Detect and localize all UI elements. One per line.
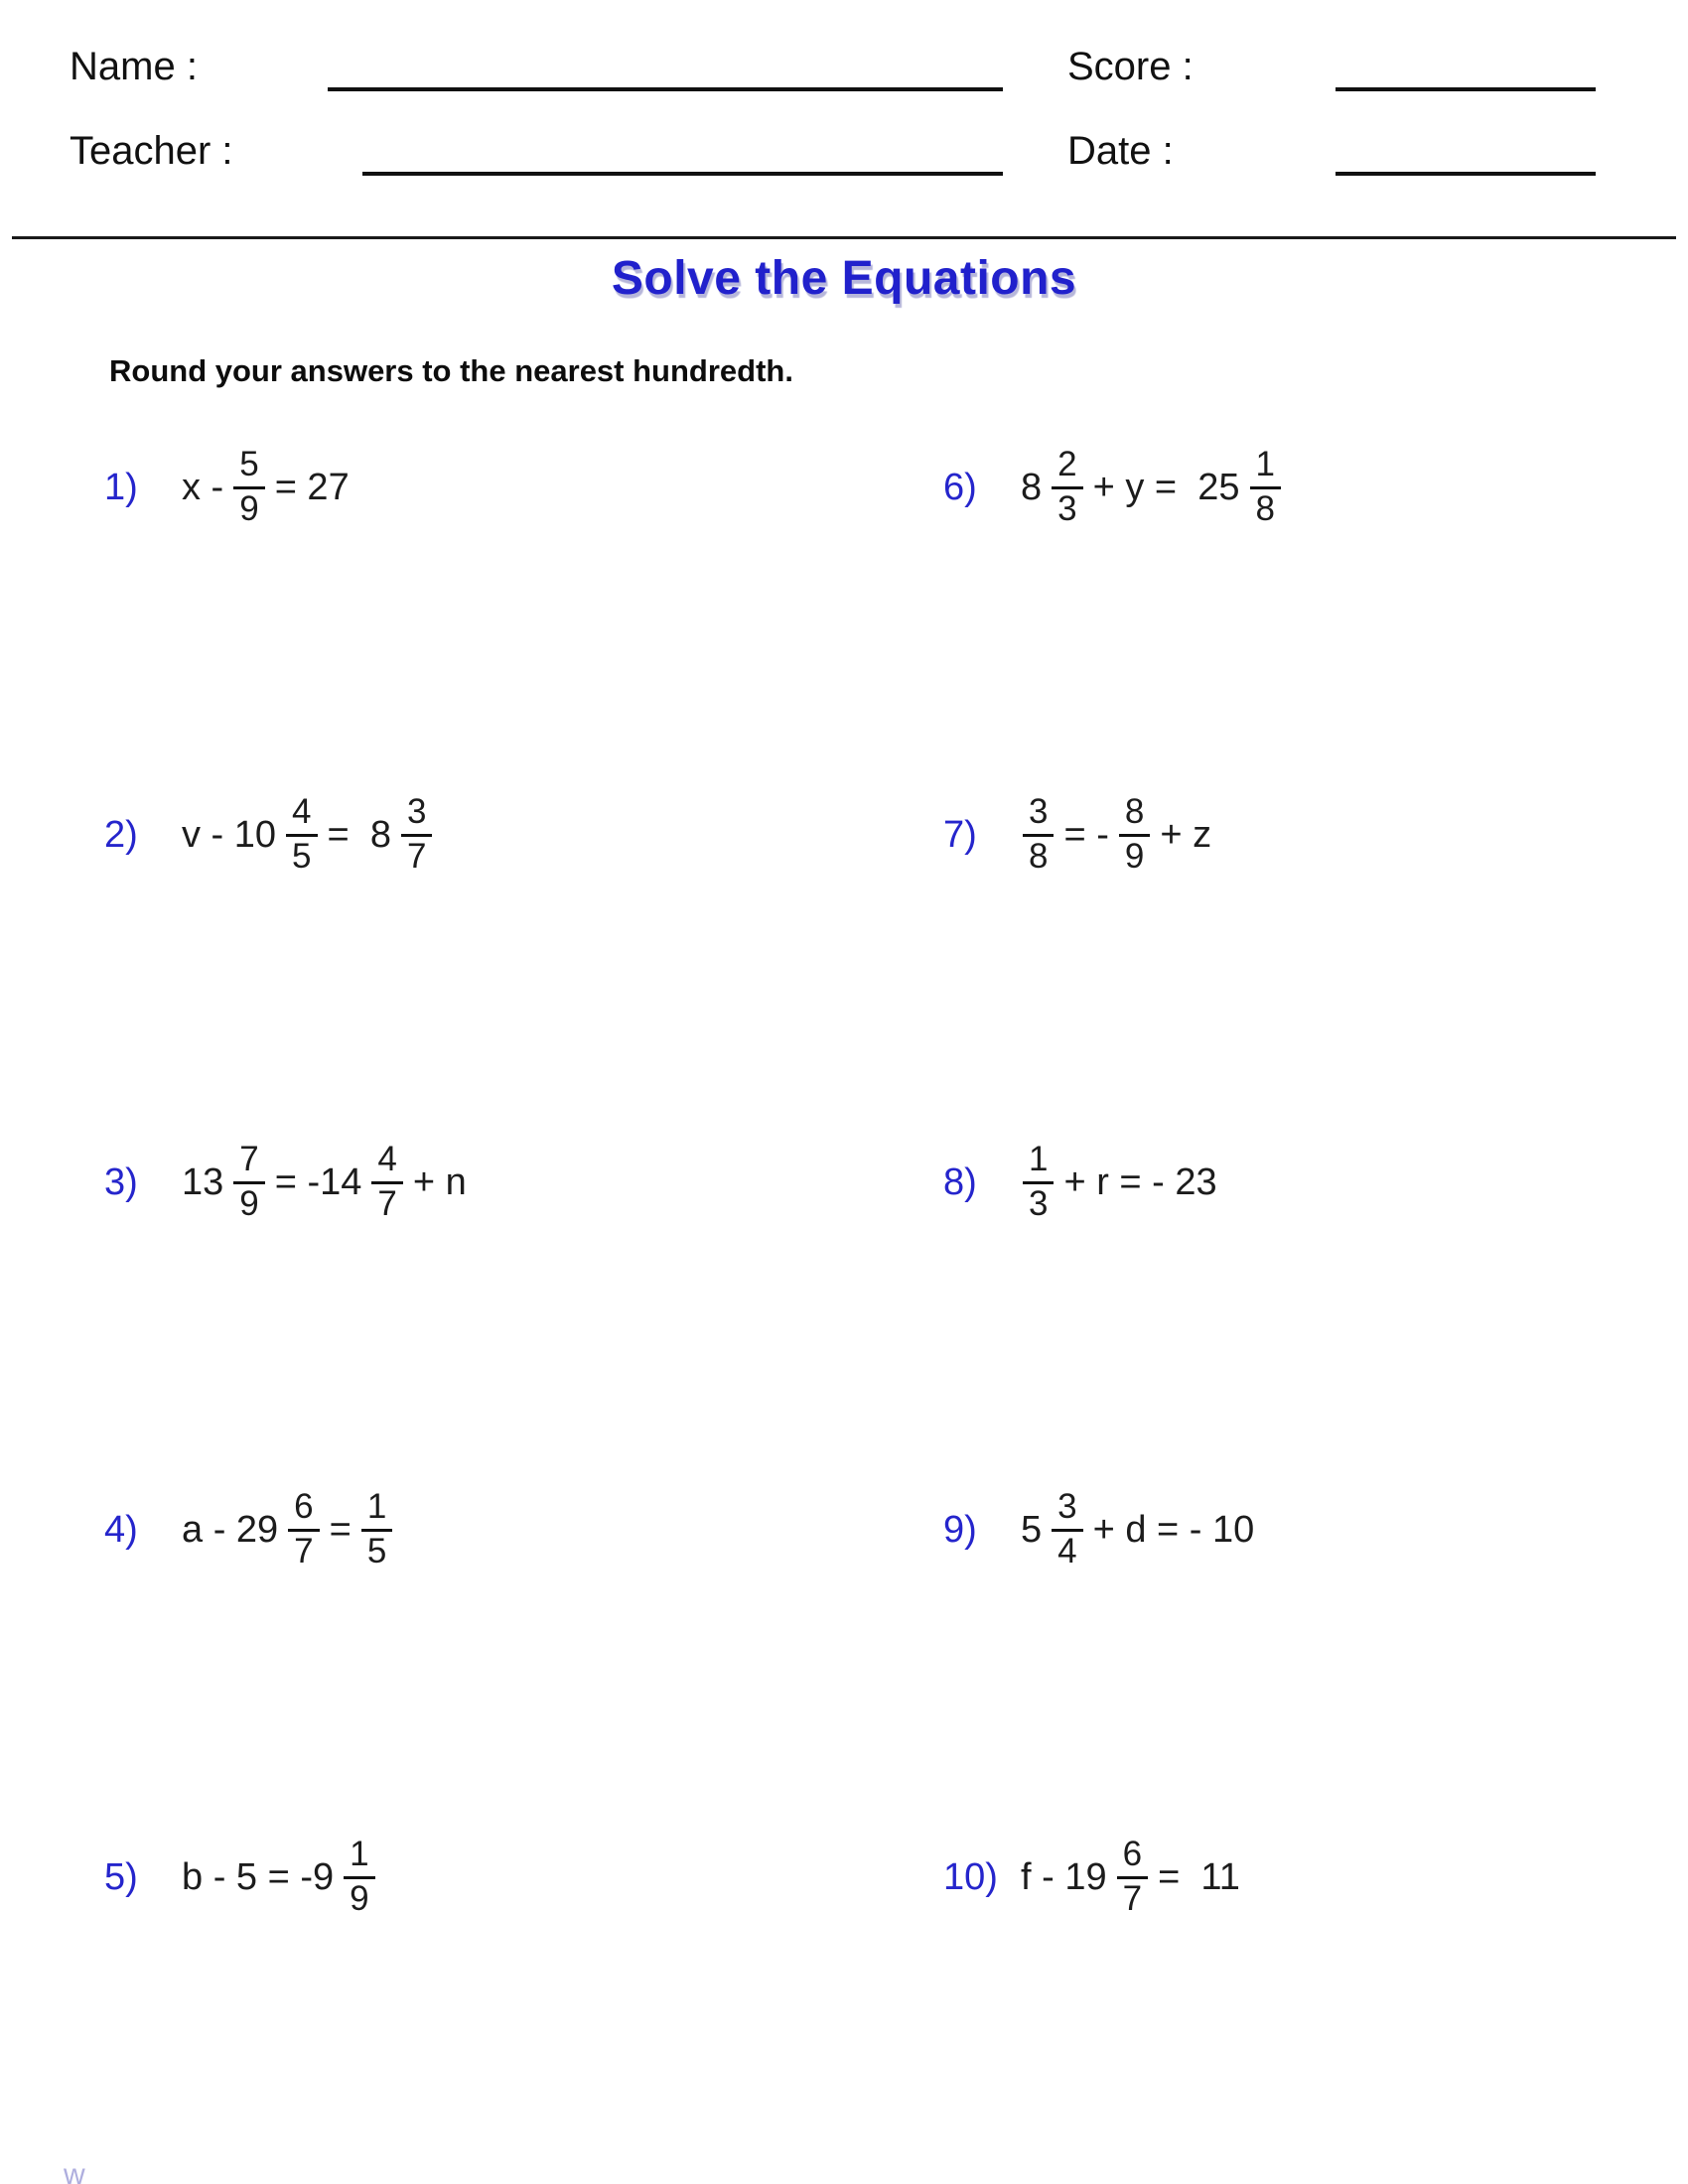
problem-8 [943,1125,1217,1240]
fraction [1052,1489,1082,1570]
problem-5 [104,1820,385,1935]
fraction-denominator: 9 [239,1184,259,1223]
teacher-fill-line [362,172,1003,176]
fraction [1119,794,1150,876]
problem-number: 2) [104,813,138,856]
fraction-numerator: 1 [344,1837,374,1879]
problem-number: 9) [943,1508,977,1551]
problem-7 [943,777,1211,892]
problem-number: 1) [104,466,138,508]
fraction [1052,447,1082,528]
fraction-numerator: 6 [1117,1837,1148,1879]
fraction-denominator: 3 [1029,1184,1049,1223]
fraction-numerator: 4 [371,1142,402,1184]
problem-6 [943,430,1291,545]
score-fill-line [1336,87,1596,91]
equation-text: + n [412,1160,467,1203]
fraction-denominator: 5 [366,1532,387,1570]
problem-number: 3) [104,1160,138,1203]
fraction [371,1142,402,1223]
equation-text: = [329,1508,352,1551]
equation-text: b - 5 = -9 [182,1855,335,1898]
name-label: Name : [70,45,198,88]
fraction [1023,1142,1054,1223]
equation-text: = -14 [274,1160,362,1203]
problem-number: 6) [943,466,977,508]
equation-text: v - 10 [182,813,277,856]
fraction-denominator: 7 [377,1184,397,1223]
problem-4 [104,1472,402,1587]
score-label: Score : [1067,45,1194,88]
equation-text: f - 19 [1021,1855,1107,1898]
equation [1021,1489,1254,1570]
date-fill-line [1336,172,1596,176]
equation-text: x - [182,466,224,508]
equation-text: + d = - 10 [1092,1508,1255,1551]
fraction-numerator: 5 [233,447,264,489]
fraction [1023,794,1054,876]
equation-text: = - [1063,813,1109,856]
equation-text: + r = - 23 [1063,1160,1217,1203]
equation-text: + z [1160,813,1212,856]
problem-number: 8) [943,1160,977,1203]
date-label: Date : [1067,129,1174,173]
fraction-numerator: 8 [1119,794,1150,837]
equation-text: 5 [1021,1508,1043,1551]
equation [182,447,350,528]
fraction-numerator: 6 [288,1489,319,1532]
equation-text: + y = 25 [1092,466,1240,508]
fraction [286,794,317,876]
problem-9 [943,1472,1254,1587]
fraction-numerator: 4 [286,794,317,837]
instruction-text: Round your answers to the nearest hundredth. [109,353,793,388]
equation [1021,447,1291,528]
fraction-denominator: 4 [1057,1532,1077,1570]
problem-1 [104,430,350,545]
fraction [344,1837,374,1918]
equation-text: a - 29 [182,1508,279,1551]
equation-text: = 11 [1158,1855,1240,1898]
fraction [288,1489,319,1570]
equation-text: 8 [1021,466,1043,508]
fraction [401,794,432,876]
problem-number: 10) [943,1855,998,1898]
equation [1021,1837,1240,1918]
teacher-label: Teacher : [70,129,233,173]
fraction [233,447,264,528]
problem-number: 4) [104,1508,138,1551]
equation-text: 13 [182,1160,224,1203]
equation [1021,1142,1217,1223]
page-title: Solve the Equations [611,252,1077,305]
fraction-numerator: 1 [361,1489,392,1532]
problem-2 [104,777,442,892]
equation-text: = 8 [327,813,391,856]
fraction-numerator: 3 [1023,794,1054,837]
watermark-text: w [64,2158,85,2184]
fraction-denominator: 8 [1255,489,1275,528]
fraction [1250,447,1281,528]
equation [182,1489,402,1570]
fraction-denominator: 3 [1057,489,1077,528]
fraction-numerator: 3 [401,794,432,837]
fraction-numerator: 7 [233,1142,264,1184]
problem-number: 5) [104,1855,138,1898]
fraction-denominator: 7 [1122,1879,1143,1918]
fraction-numerator: 3 [1052,1489,1082,1532]
fraction-denominator: 8 [1029,837,1049,876]
equation [182,794,442,876]
fraction-denominator: 7 [294,1532,314,1570]
equation [182,1142,467,1223]
problem-3 [104,1125,467,1240]
fraction-denominator: 9 [1124,837,1145,876]
fraction [1117,1837,1148,1918]
equation [182,1837,385,1918]
problem-number: 7) [943,813,977,856]
fraction-denominator: 9 [350,1879,369,1918]
fraction-numerator: 2 [1052,447,1082,489]
header-divider [12,236,1676,239]
fraction-denominator: 7 [406,837,427,876]
fraction [361,1489,392,1570]
name-fill-line [328,87,1003,91]
equation-text: = 27 [274,466,350,508]
fraction-numerator: 1 [1250,447,1281,489]
fraction-denominator: 9 [239,489,259,528]
fraction-numerator: 1 [1023,1142,1054,1184]
fraction [233,1142,264,1223]
problem-10 [943,1820,1240,1935]
equation [1021,794,1211,876]
fraction-denominator: 5 [292,837,312,876]
